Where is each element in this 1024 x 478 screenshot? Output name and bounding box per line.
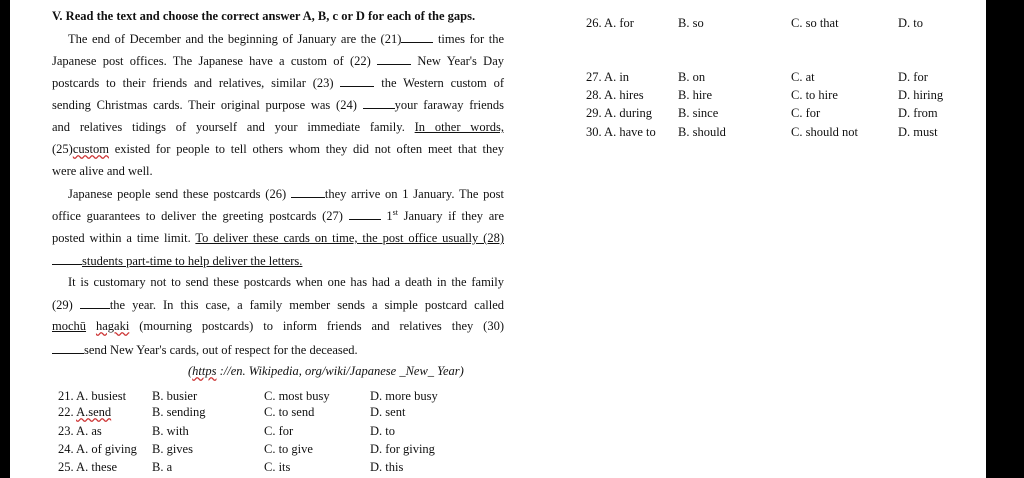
option-22-b[interactable]: B. sending [152,405,206,419]
passage-line: students part-time to help deliver the letters. [52,253,504,268]
gap-26[interactable] [291,186,325,198]
option-28-d[interactable]: D. hiring [898,88,944,102]
option-22-c[interactable]: C. to send [264,405,315,419]
gap-30[interactable] [52,342,84,354]
passage-line: (25)custom existed for people to tell others whom they did not often meet that they [52,142,505,156]
passage-line: mochū hagaki (mourning postcards) to inform friends and relatives they (30) [52,319,505,333]
option-27-d[interactable]: D. for [898,70,928,84]
option-24-a[interactable]: 24. A. of giving [58,442,137,456]
gap-24[interactable] [363,97,395,109]
passage-line: postcards to their friends and relatives, similar (23) the Western custom of [52,76,505,90]
option-30-c[interactable]: C. should not [791,125,859,139]
option-24-c[interactable]: C. to give [264,442,313,456]
gap-27[interactable] [349,208,381,220]
left-border [0,0,10,478]
option-29-a[interactable]: 29. A. during [586,106,652,120]
option-29-d[interactable]: D. from [898,106,938,120]
option-25-b[interactable]: B. a [152,460,173,474]
option-23-c[interactable]: C. for [264,424,294,438]
passage-line: and relatives tidings of yourself and your immediate family. In other words, [52,120,504,134]
gap-23[interactable] [340,75,374,87]
option-24-d[interactable]: D. for giving [370,442,435,456]
passage-line: sending Christmas cards. Their original purpose was (24) your faraway friends [52,98,504,112]
gap-22[interactable] [377,53,411,65]
option-29-b[interactable]: B. since [678,106,719,120]
option-30-a[interactable]: 30. A. have to [586,125,656,139]
option-26-b[interactable]: B. so [678,16,704,30]
passage-line: posted within a time limit. To deliver these cards on time, the post office usually (28) [52,231,504,245]
option-27-a[interactable]: 27. A. in [586,70,630,84]
option-22-a[interactable]: 22. A.send [58,405,112,419]
passage-line: send New Year's cards, out of respect for the deceased. [52,342,504,357]
passage-line: (29) the year. In this case, a family member sends a simple postcard called [52,298,505,312]
passage-line: Japanese post offices. The Japanese have a custom of (22) New Year's Day [52,54,504,68]
exercise-heading: V. Read the text and choose the correct answer A, B, c or D for each of the gaps. [52,9,476,23]
gap-21[interactable] [401,31,433,43]
option-29-c[interactable]: C. for [791,106,821,120]
option-23-b[interactable]: B. with [152,424,189,438]
option-27-b[interactable]: B. on [678,70,706,84]
option-24-b[interactable]: B. gives [152,442,193,456]
option-26-a[interactable]: 26. A. for [586,16,634,30]
passage-line: Japanese people send these postcards (26) they arrive on 1 January. The post [68,187,505,201]
option-23-d[interactable]: D. to [370,424,395,438]
gap-29[interactable] [80,297,110,309]
option-27-c[interactable]: C. at [791,70,815,84]
option-26-d[interactable]: D. to [898,16,923,30]
option-22-d[interactable]: D. sent [370,405,406,419]
option-23-a[interactable]: 23. A. as [58,424,102,438]
option-21-a[interactable]: 21. A. busiest [58,389,127,403]
option-28-b[interactable]: B. hire [678,88,713,102]
option-28-c[interactable]: C. to hire [791,88,838,102]
passage-line: It is customary not to send these postcards when one has had a death in the family [68,275,504,289]
passage-line: The end of December and the beginning of January are the (21) times for the [68,32,505,46]
option-25-c[interactable]: C. its [264,460,291,474]
option-30-b[interactable]: B. should [678,125,726,139]
passage-line: were alive and well. [52,164,153,178]
passage-line: office guarantees to deliver the greeting postcards (27) 1st January if they are [52,207,505,223]
option-21-b[interactable]: B. busier [152,389,198,403]
option-26-c[interactable]: C. so that [791,16,839,30]
right-border [986,0,1024,478]
source-citation: (https ://en. Wikipedia, org/wiki/Japanese _New_ Year) [188,364,464,378]
option-30-d[interactable]: D. must [898,125,938,139]
option-21-d[interactable]: D. more busy [370,389,438,403]
option-25-d[interactable]: D. this [370,460,404,474]
gap-28[interactable] [52,253,82,265]
option-21-c[interactable]: C. most busy [264,389,330,403]
option-28-a[interactable]: 28. A. hires [586,88,644,102]
option-25-a[interactable]: 25. A. these [58,460,118,474]
